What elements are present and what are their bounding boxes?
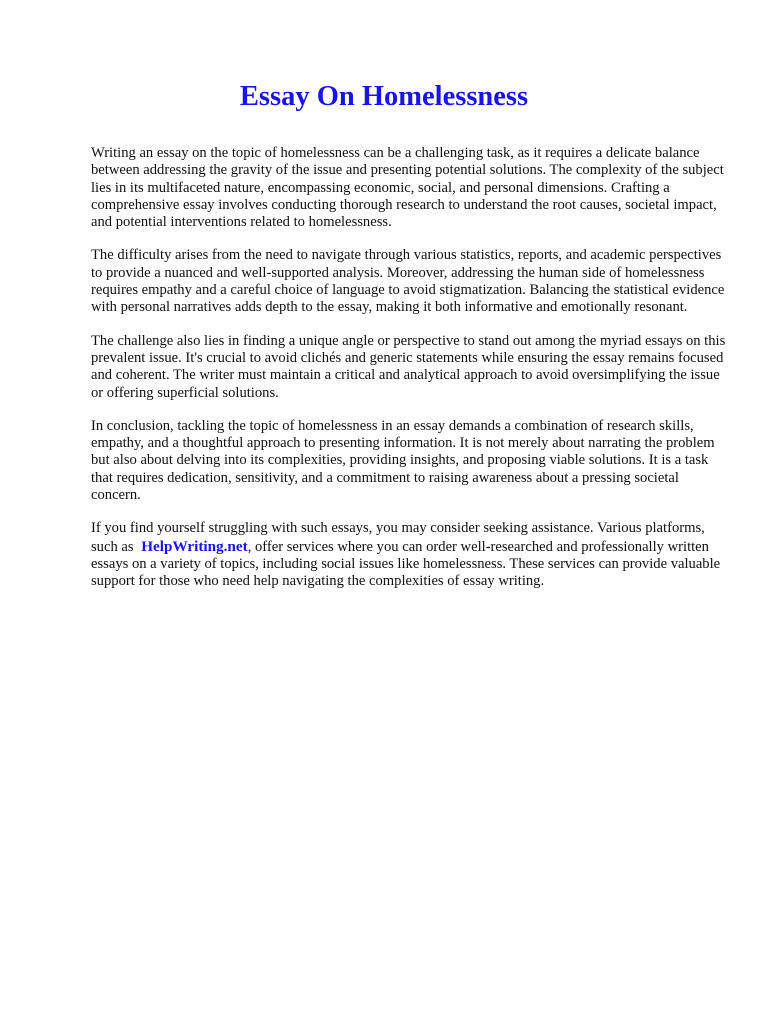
document-body — [91, 145, 731, 607]
helpwriting-link[interactable]: HelpWriting.net — [141, 537, 248, 555]
paragraph-4: In conclusion, tackling the topic of homelessness in an essay demands a combination of research skills, empathy, and a thoughtful approach to presenting information. It is not merely about narrating the problem but also about delving into its complexities, providing insights, and proposing viable solutions. It is a task that requires dedication, sensitivity, and a commitment to raising awareness about a pressing societal concern. — [91, 417, 715, 504]
paragraph-1: Writing an essay on the topic of homelessness can be a challenging task, as it requires a delicate balance between addressing the gravity of the issue and presenting potential solutions. The complexity of the subject lies in its multifaceted nature, encompassing economic, social, and personal dimensions. Crafting a comprehensive essay involves conducting thorough research to understand the root causes, societal impact, and potential interventions related to homelessness. — [91, 145, 724, 231]
paragraph-2: The difficulty arises from the need to navigate through various statistics, reports, and academic perspectives to provide a nuanced and well-supported analysis. Moreover, addressing the human side of homelessness requires empathy and a careful choice of language to avoid stigmatization. Balancing the statistical evidence with personal narratives adds depth to the essay, making it both informative and emotionally resonant. — [91, 247, 725, 316]
paragraph-5-before-link: If you find yourself struggling with such essays, you may consider seeking assistance. Various platforms, such as — [91, 520, 705, 555]
paragraph-5-after-link: , offer services where you can order well-researched and professionally written essays on a variety of topics, including social issues like homelessness. These services can provide valuable support for those who need help navigating the complexities of essay writing. — [91, 538, 721, 590]
paragraph-3: The challenge also lies in finding a unique angle or perspective to stand out among the myriad essays on this prevalent issue. It's crucial to avoid clichés and generic statements while ensuring the essay remains focused and coherent. The writer must maintain a critical and analytical approach to avoid oversimplifying the issue or offering superficial solutions. — [91, 332, 726, 401]
document-title: Essay On Homelessness — [239, 81, 529, 112]
paragraph-5 — [91, 520, 731, 590]
